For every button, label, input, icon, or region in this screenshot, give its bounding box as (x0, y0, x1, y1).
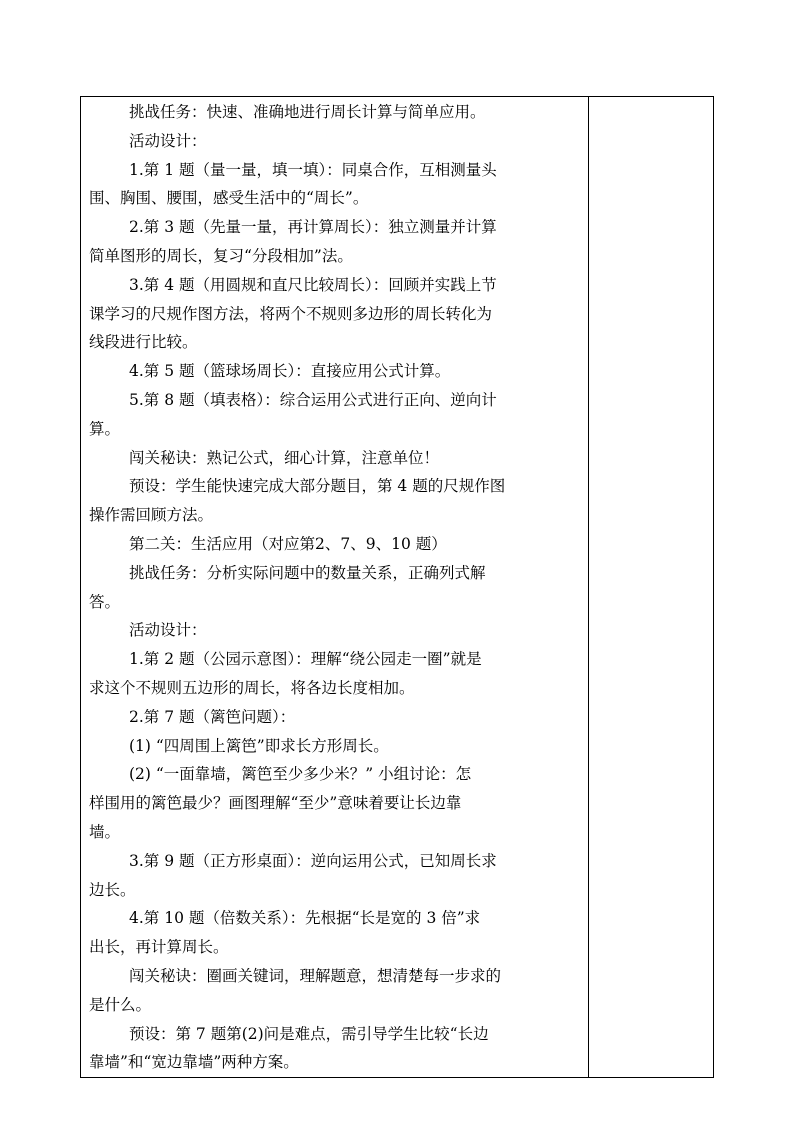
text-line: 1.第 2 题（公园示意图）：理解“绕公园走一圈”就是 (129, 650, 482, 669)
text-line: 闯关秘诀：圈画关键词，理解题意，想清楚每一步求的 (129, 966, 502, 985)
text-line: 3.第 9 题（正方形桌面）：逆向运用公式，已知周长求 (129, 851, 497, 870)
text-line: 出长，再计算周长。 (89, 938, 229, 957)
text-line: 1.第 1 题（量一量，填一填）：同桌合作，互相测量头 (129, 160, 497, 179)
table-row (81, 97, 714, 1078)
text-line: 4.第 10 题（倍数关系）：先根据“长是宽的 3 倍”求 (129, 909, 481, 928)
activity-content (81, 97, 588, 1077)
text-line: 预设：学生能快速完成大部分题目，第 4 题的尺规作图 (129, 477, 506, 496)
text-line: 线段进行比较。 (89, 333, 198, 352)
text-line: 是什么。 (89, 995, 152, 1014)
text-line: (1) “四周围上篱笆”即求长方形周长。 (129, 736, 389, 755)
text-line: 活动设计： (129, 131, 207, 150)
text-line: 围、胸围、腰围，感受生活中的“周长”。 (89, 189, 369, 208)
text-line: 挑战任务：分析实际问题中的数量关系，正确列式解 (129, 563, 486, 582)
text-line: 挑战任务：快速、准确地进行周长计算与简单应用。 (129, 103, 486, 121)
text-line: 4.第 5 题（篮球场周长）：直接应用公式计算。 (129, 362, 451, 381)
text-line: 第二关：生活应用（对应第2、7、9、10 题） (129, 534, 447, 553)
text-line: 3.第 4 题（用圆规和直尺比较周长）：回顾并实践上节 (129, 275, 497, 294)
lesson-plan-table (80, 96, 714, 1078)
text-line: 算。 (89, 419, 121, 438)
text-line: 课学习的尺规作图方法，将两个不规则多边形的周长转化为 (89, 304, 493, 323)
text-line: 求这个不规则五边形的周长，将各边长度相加。 (89, 678, 415, 697)
activity-content-cell (81, 97, 589, 1078)
text-line: 简单图形的周长，复习“分段相加”法。 (89, 246, 353, 265)
text-line: 活动设计： (129, 621, 207, 640)
text-line: 靠墙”和“宽边靠墙”两种方案。 (89, 1053, 299, 1072)
text-line: 闯关秘诀：熟记公式，细心计算，注意单位！ (129, 448, 440, 467)
notes-cell (588, 97, 713, 1078)
text-line: (2) “一面靠墙，篱笆至少多少米？” 小组讨论：怎 (129, 765, 472, 784)
text-line: 2.第 3 题（先量一量，再计算周长）：独立测量并计算 (129, 218, 497, 237)
text-line: 样围用的篱笆最少？画图理解“至少”意味着要让长边靠 (89, 794, 462, 813)
text-line: 操作需回顾方法。 (89, 506, 214, 525)
text-line: 2.第 7 题（篱笆问题）： (129, 707, 296, 726)
text-line: 答。 (89, 592, 121, 611)
text-line: 预设：第 7 题第(2)问是难点，需引导学生比较“长边 (129, 1024, 489, 1043)
text-line: 边长。 (89, 880, 136, 899)
text-line: 5.第 8 题（填表格）：综合运用公式进行正向、逆向计 (129, 390, 497, 409)
text-line: 墙。 (89, 822, 121, 841)
